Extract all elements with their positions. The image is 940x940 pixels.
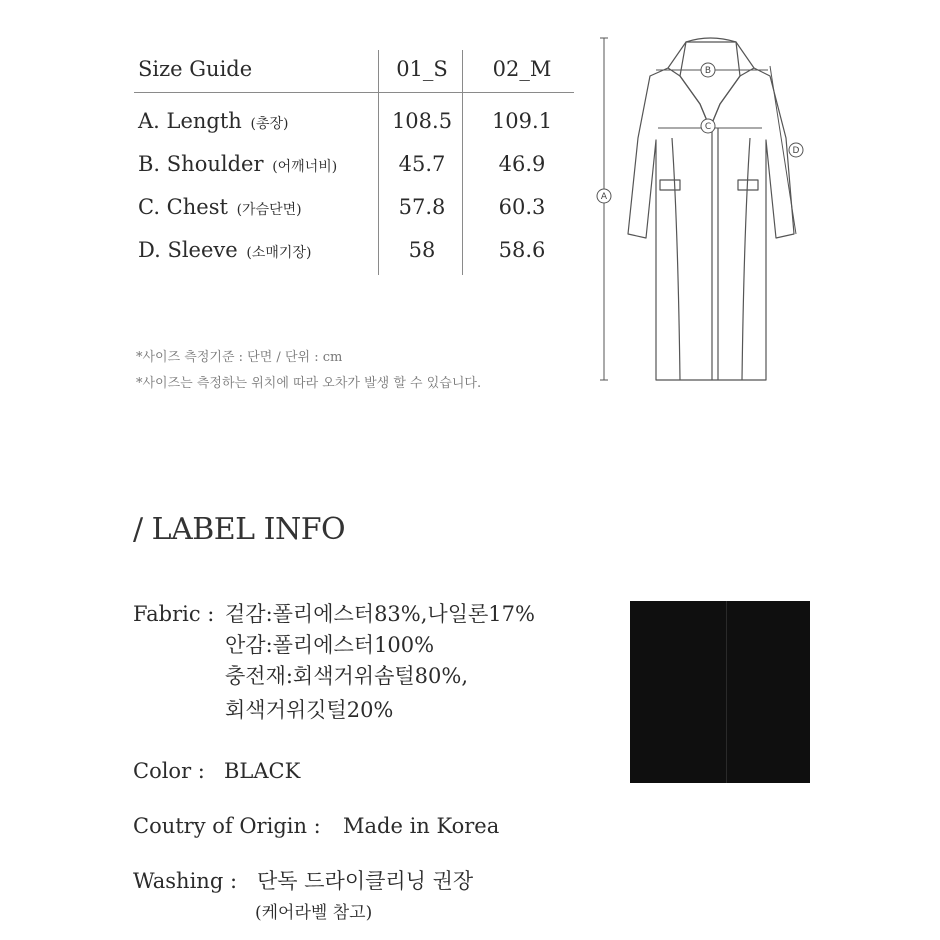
row-label: B. Shoulder — [138, 152, 264, 176]
value-s: 58 — [408, 238, 436, 262]
fabric-line: 충전재:회색거위솜털80%, — [225, 664, 468, 688]
row-label-kr: (가슴단면) — [236, 202, 302, 218]
measurement-note: *사이즈 측정기준 : 단면 / 단위 : cm — [136, 350, 343, 365]
swatch-seam — [726, 601, 727, 783]
value-m: 60.3 — [498, 195, 546, 219]
washing-value: 단독 드라이클리닝 권장 — [257, 869, 474, 893]
size-guide-title: Size Guide — [138, 57, 253, 81]
fabric-label: Fabric : — [133, 602, 215, 626]
value-m: 46.9 — [498, 152, 546, 176]
row-label-kr: (어깨너비) — [272, 159, 338, 175]
row-label: A. Length — [138, 109, 242, 133]
row-label-kr: (총장) — [250, 116, 289, 132]
value-s: 45.7 — [398, 152, 446, 176]
marker-b: B — [704, 66, 712, 76]
marker-a: A — [600, 192, 608, 202]
coat-outline — [628, 42, 794, 380]
value-m: 58.6 — [498, 238, 546, 262]
marker-c: C — [704, 122, 712, 132]
fabric-swatch-image — [630, 601, 810, 783]
row-label: C. Chest — [138, 195, 228, 219]
value-m: 109.1 — [491, 109, 553, 133]
column-divider — [378, 50, 379, 275]
coat-lapel-right — [710, 68, 754, 128]
label-info-title: / LABEL INFO — [133, 512, 346, 547]
row-label: D. Sleeve — [138, 238, 238, 262]
coat-lapel-left — [668, 68, 710, 128]
value-s: 57.8 — [398, 195, 446, 219]
coat-collar — [680, 38, 740, 128]
color-value: BLACK — [224, 759, 301, 783]
size-guide-table — [134, 50, 574, 275]
tolerance-note: *사이즈는 측정하는 위치에 따라 오차가 발생 할 수 있습니다. — [136, 376, 482, 391]
origin-value: Made in Korea — [343, 814, 500, 838]
header-divider — [134, 92, 574, 93]
size-col-s: 01_S — [396, 57, 448, 81]
origin-label: Coutry of Origin : — [133, 814, 321, 838]
fabric-line: 회색거위깃털20% — [225, 698, 394, 722]
coat-measurement-diagram — [590, 28, 830, 393]
marker-d: D — [792, 146, 800, 156]
washing-note: (케어라벨 참고) — [255, 903, 373, 923]
row-label-kr: (소매기장) — [246, 245, 312, 261]
fabric-line: 겉감:폴리에스터83%,나일론17% — [225, 602, 535, 626]
column-divider — [462, 50, 463, 275]
fabric-line: 안감:폴리에스터100% — [225, 633, 435, 657]
size-col-m: 02_M — [492, 57, 552, 81]
washing-label: Washing : — [133, 869, 238, 893]
color-label: Color : — [133, 759, 205, 783]
value-s: 108.5 — [391, 109, 453, 133]
